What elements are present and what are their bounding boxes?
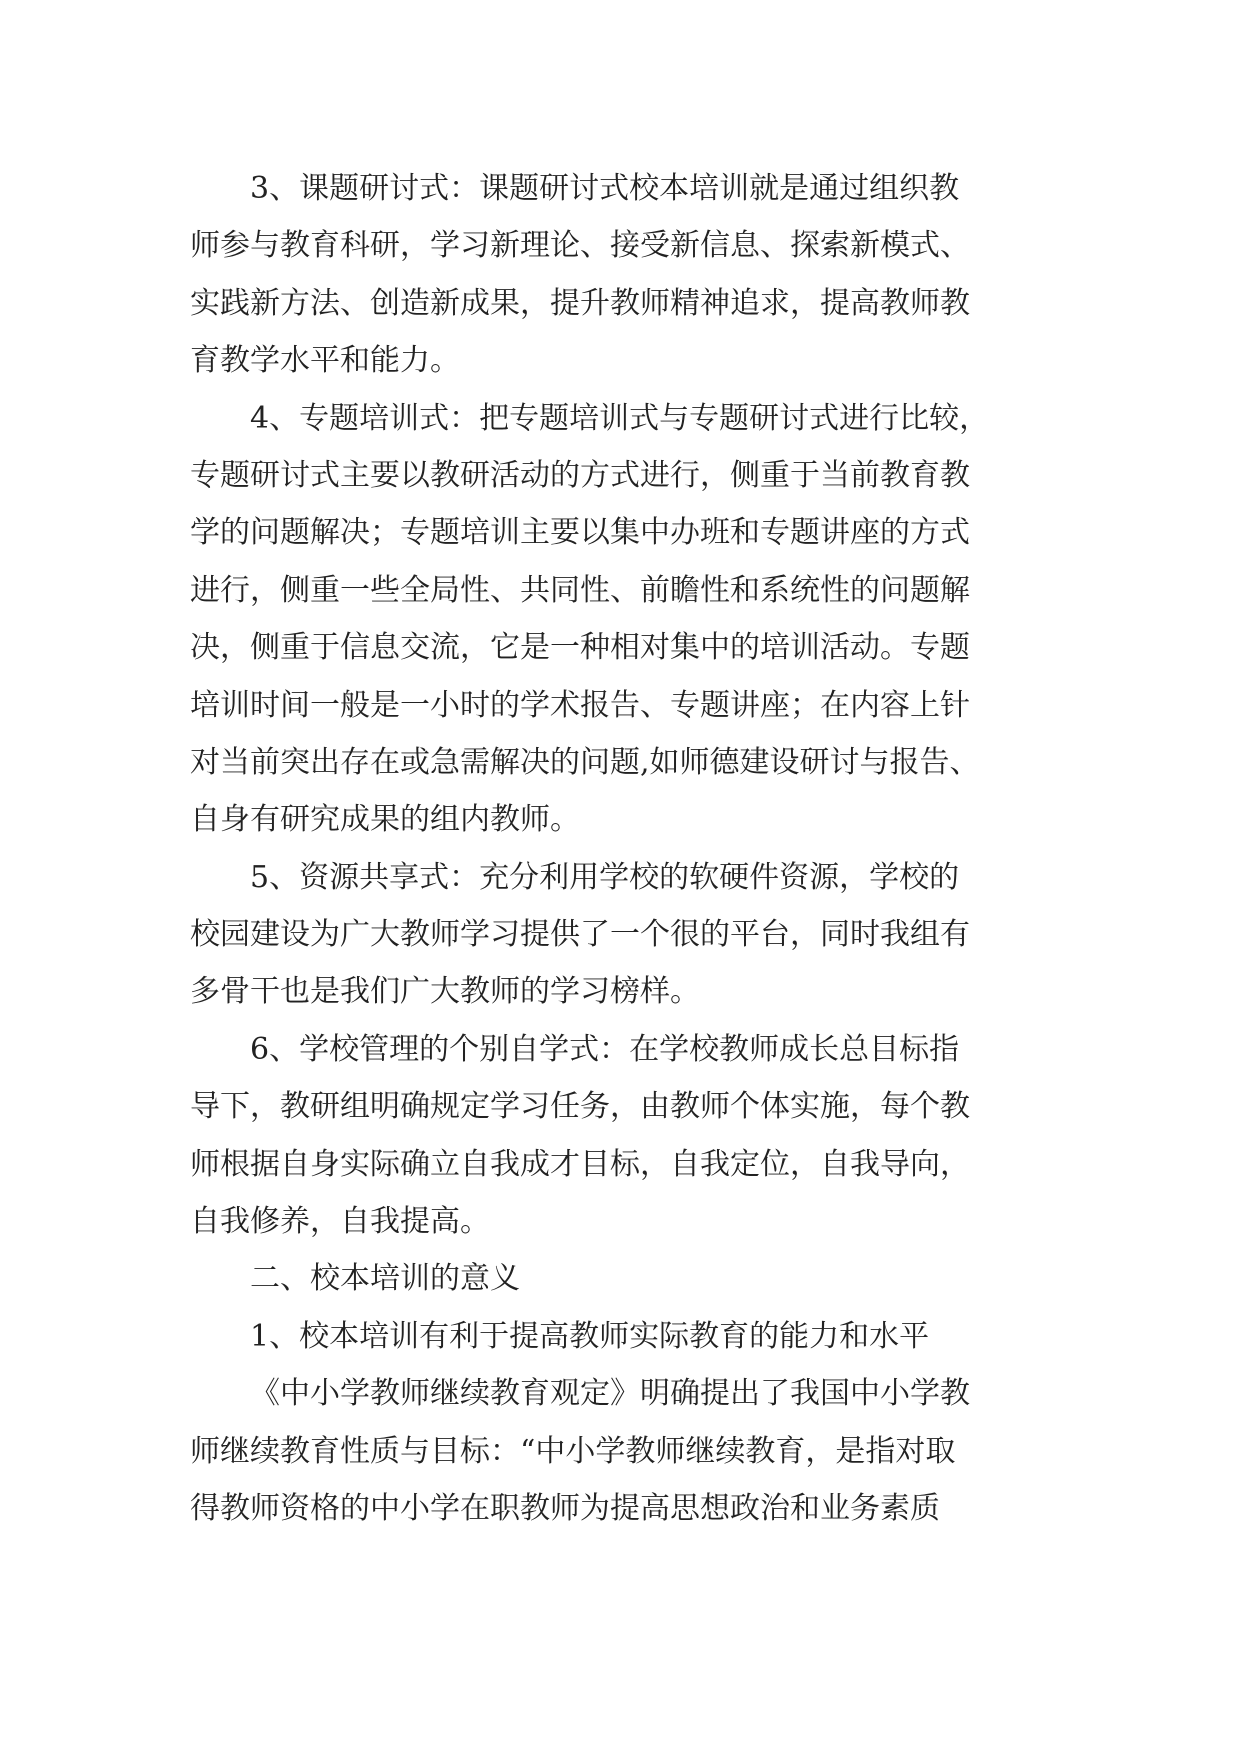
paragraph-topic-research xyxy=(190,160,1060,390)
text-line: 培训时间一般是一小时的学术报告、专题讲座；在内容上针 xyxy=(190,687,970,723)
text-line: 决，侧重于信息交流，它是一种相对集中的培训活动。专题 xyxy=(190,630,970,666)
section-heading xyxy=(190,1250,1060,1307)
subsection-heading xyxy=(190,1308,1060,1365)
text-line: 多骨干也是我们广大教师的学习榜样。 xyxy=(190,974,700,1010)
text-line: 进行，侧重一些全局性、共同性、前瞻性和系统性的问题解 xyxy=(190,572,970,608)
text-line: 导下，教研组明确规定学习任务，由教师个体实施，每个教 xyxy=(190,1089,970,1125)
paragraph-self-study xyxy=(190,1021,1060,1251)
subsection-title: 1、校本培训有利于提高教师实际教育的能力和水平 xyxy=(250,1318,930,1354)
paragraph-resource-sharing xyxy=(190,849,1060,1021)
text-line: 对当前突出存在或急需解决的问题,如师德建设研讨与报告、 xyxy=(190,744,980,780)
text-line: 实践新方法、创造新成果，提升教师精神追求，提高教师教 xyxy=(190,285,970,321)
text-line: 育教学水平和能力。 xyxy=(190,343,460,379)
text-line: 学的问题解决；专题培训主要以集中办班和专题讲座的方式 xyxy=(190,515,970,551)
text-line: 自我修养，自我提高。 xyxy=(190,1204,490,1240)
text-line: 得教师资格的中小学在职教师为提高思想政治和业务素质 xyxy=(190,1490,940,1526)
text-line: 《中小学教师继续教育观定》明确提出了我国中小学教 xyxy=(250,1376,970,1412)
text-line: 自身有研究成果的组内教师。 xyxy=(190,802,580,838)
text-line: 师继续教育性质与目标：“中小学教师继续教育，是指对取 xyxy=(190,1433,956,1469)
document-body xyxy=(190,160,1060,1537)
text-line: 专题研讨式主要以教研活动的方式进行，侧重于当前教育教 xyxy=(190,457,970,493)
text-line: 师根据自身实际确立自我成才目标，自我定位，自我导向， xyxy=(190,1146,970,1182)
text-line: 4、专题培训式：把专题培训式与专题研讨式进行比较， xyxy=(250,400,990,436)
text-line: 师参与教育科研，学习新理论、接受新信息、探索新模式、 xyxy=(190,228,970,264)
text-line: 校园建设为广大教师学习提供了一个很的平台，同时我组有 xyxy=(190,917,970,953)
section-title: 二、校本培训的意义 xyxy=(250,1261,520,1297)
text-line: 3、课题研讨式：课题研讨式校本培训就是通过组织教 xyxy=(250,171,960,206)
text-line: 6、学校管理的个别自学式：在学校教师成长总目标指 xyxy=(250,1031,960,1067)
text-line: 5、资源共享式：充分利用学校的软硬件资源，学校的 xyxy=(250,859,960,895)
paragraph-special-training xyxy=(190,390,1060,849)
paragraph-continuing-education xyxy=(190,1365,1060,1537)
